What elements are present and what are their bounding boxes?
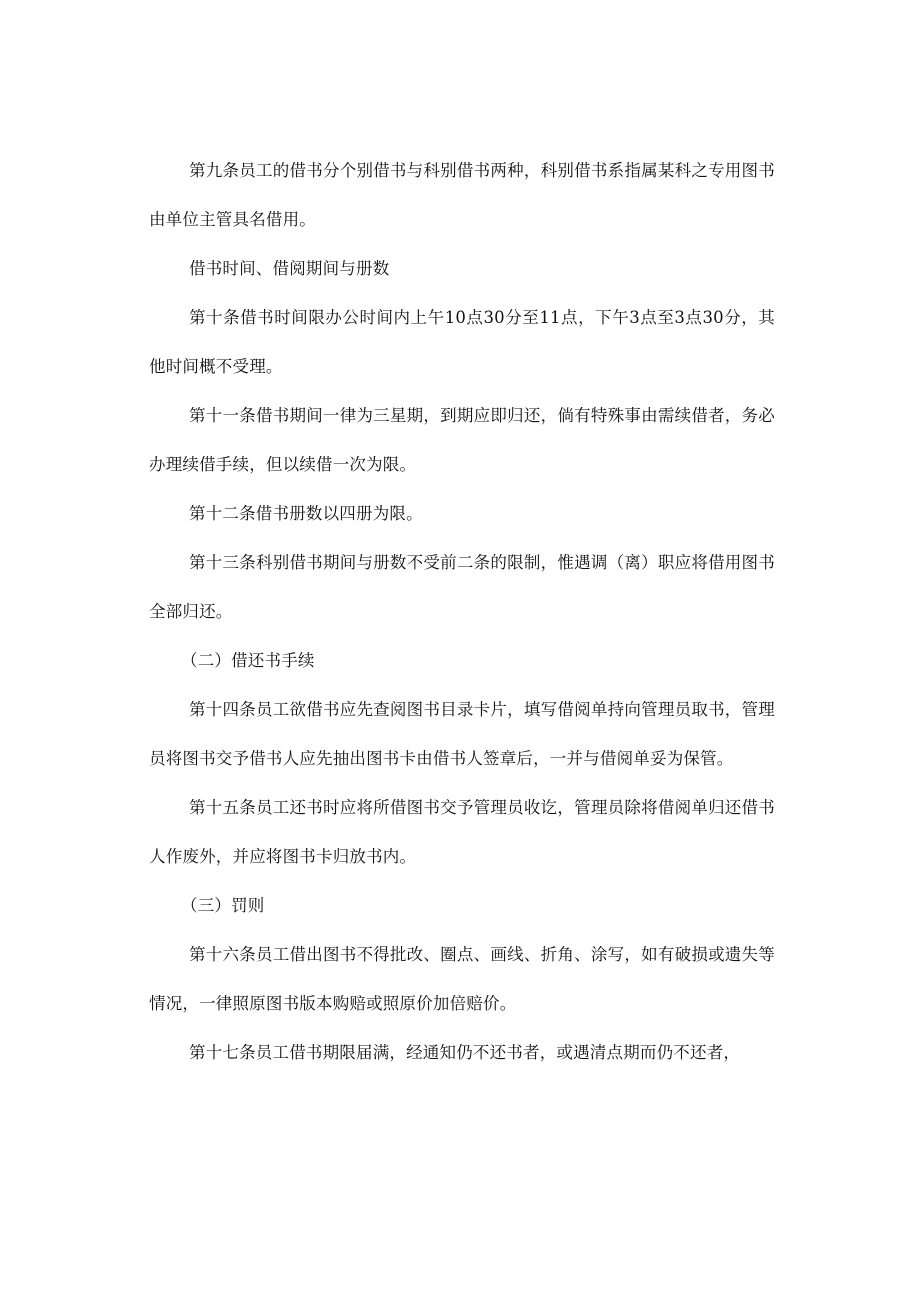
paragraph-article-9: 第九条员工的借书分个别借书与科别借书两种，科别借书系指属某科之专用图书由单位主管具名借用。: [149, 161, 775, 229]
paragraph-article-16: 第十六条员工借出图书不得批改、圈点、画线、折角、涂写，如有破损或遗失等情况，一律照原图书版本购赔或照原价加倍赔价。: [149, 945, 775, 1013]
paragraph-article-11: 第十一条借书期间一律为三星期，到期应即归还，倘有特殊事由需续借者，务必办理续借手续，但以续借一次为限。: [149, 406, 775, 474]
document-body: [149, 146, 775, 1077]
paragraph-article-14: 第十四条员工欲借书应先查阅图书目录卡片，填写借阅单持向管理员取书，管理员将图书交予借书人应先抽出图书卡由借书人签章后，一并与借阅单妥为保管。: [149, 700, 775, 768]
paragraph-article-12: 第十二条借书册数以四册为限。: [189, 504, 423, 523]
paragraph-article-15: 第十五条员工还书时应将所借图书交予管理员收讫，管理员除将借阅单归还借书人作废外，并应将图书卡归放书内。: [149, 798, 775, 866]
heading-penalties: （三）罚则: [181, 896, 265, 915]
paragraph-article-13: 第十三条科别借书期间与册数不受前二条的限制，惟遇调（离）职应将借用图书全部归还。: [149, 553, 775, 621]
heading-borrow-time: 借书时间、借阅期间与册数: [189, 259, 390, 278]
paragraph-article-10: 第十条借书时间限办公时间内上午10点30分至11点，下午3点至3点30分，其他时间概不受理。: [149, 308, 775, 376]
heading-borrow-return-procedure: （二）借还书手续: [181, 651, 315, 670]
paragraph-article-17: 第十七条员工借书期限届满，经通知仍不还书者，或遇清点期而仍不还者，: [189, 1043, 741, 1062]
